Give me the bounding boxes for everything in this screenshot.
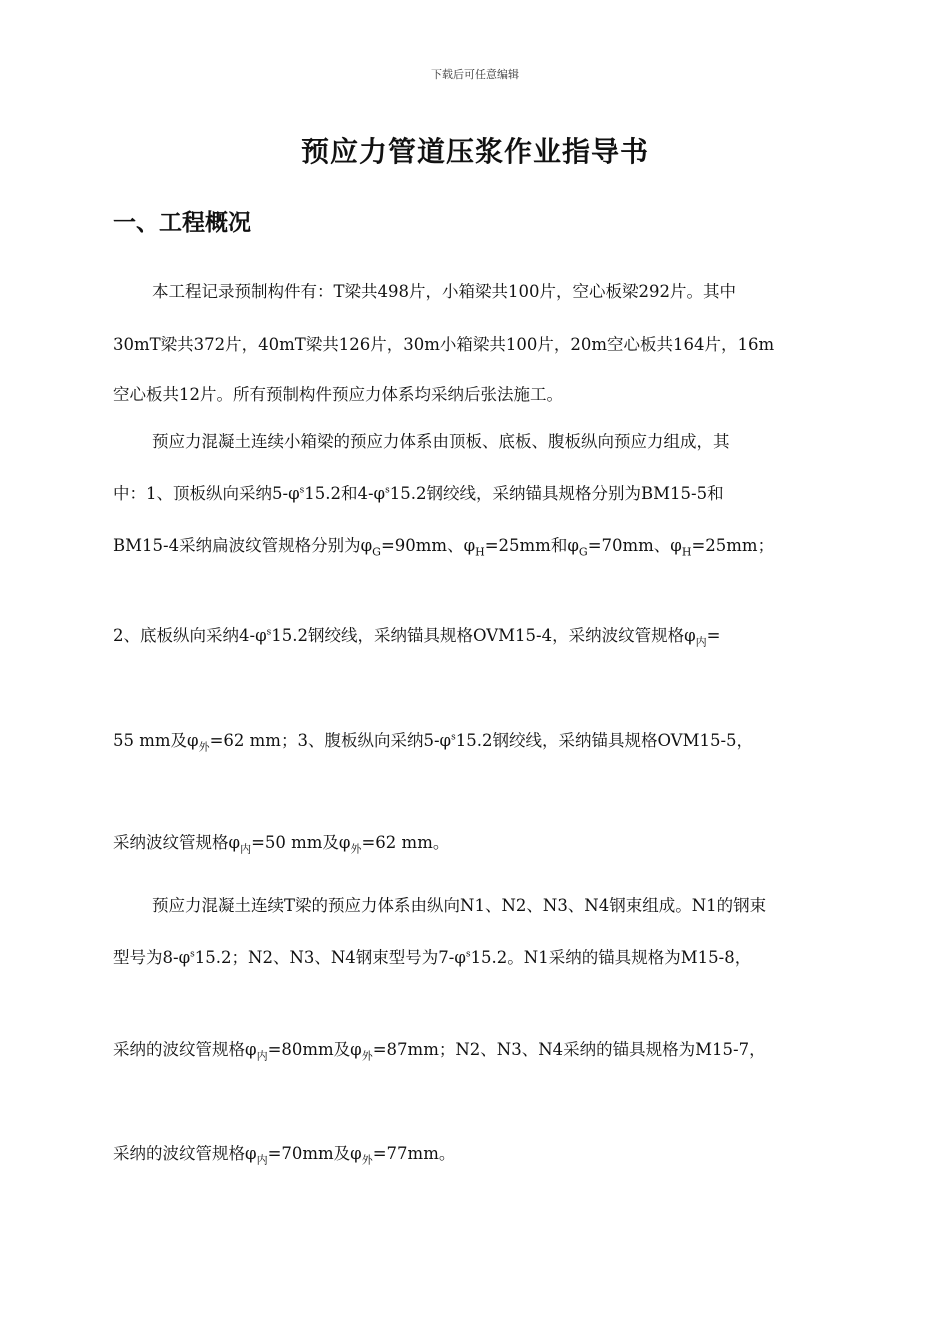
paragraph-line: 55 mm及$\varphi_外=62$ mm；3、腹板纵向采纳$5-\varphi^s15.2$钢绞线，采纳锚具规格OVM15-5， [113,731,754,754]
paragraph-line: 采纳的波纹管规格$\varphi_内=70mm$及$\varphi_外=77mm$。 [113,1144,456,1167]
paragraph-line: 2、底板纵向采纳$4-\varphi^s15.2$钢绞线，采纳锚具规格OVM15-4，采纳波纹管规格$\varphi_内=$ [113,626,721,649]
paragraph-line: 预应力混凝土连续小箱梁的预应力体系由顶板、底板、腹板纵向预应力组成，其 [152,432,730,451]
paragraph-line: 本工程记录预制构件有：T梁共498片，小箱梁共100片，空心板梁292片。其中 [152,282,736,301]
section-heading: 一、工程概况 [113,210,251,236]
document-title: 预应力管道压浆作业指导书 [300,135,649,168]
paragraph-line: 中：1、顶板纵向采纳$5-\varphi^s15.2$和$4-\varphi^s15.2$钢绞线，采纳锚具规格分别为BM15-5和 [113,484,724,503]
paragraph-line: 型号为$8-\varphi^s15.2$；N2、N3、N4钢束型号为$7-\varphi^s15.2$。N1采纳的锚具规格为M15-8， [113,948,752,967]
paragraph-line: 预应力混凝土连续T梁的预应力体系由纵向N1、N2、N3、N4钢束组成。N1的钢束 [152,896,767,915]
paragraph-line: 采纳的波纹管规格$\varphi_内=80mm$及$\varphi_外=87mm$；N2、N3、N4采纳的锚具规格为M15-7， [113,1040,766,1063]
header-note: 下载后可任意编辑 [431,68,519,81]
paragraph-line: 30mT梁共372片，40mT梁共126片，30m小箱梁共100片，20m空心板共164片，16m [113,335,775,354]
paragraph-line: 空心板共12片。所有预制构件预应力体系均采纳后张法施工。 [113,385,563,404]
paragraph-line: 采纳波纹管规格$\varphi_内=50$ mm及$\varphi_外=62$ mm。 [113,833,450,856]
paragraph-line: BM15-4采纳扁波纹管规格分别为$\varphi_G=90mm$、$\varphi_H=25mm$和$\varphi_G=70mm$、$\varphi_H=25mm$； [113,536,775,559]
